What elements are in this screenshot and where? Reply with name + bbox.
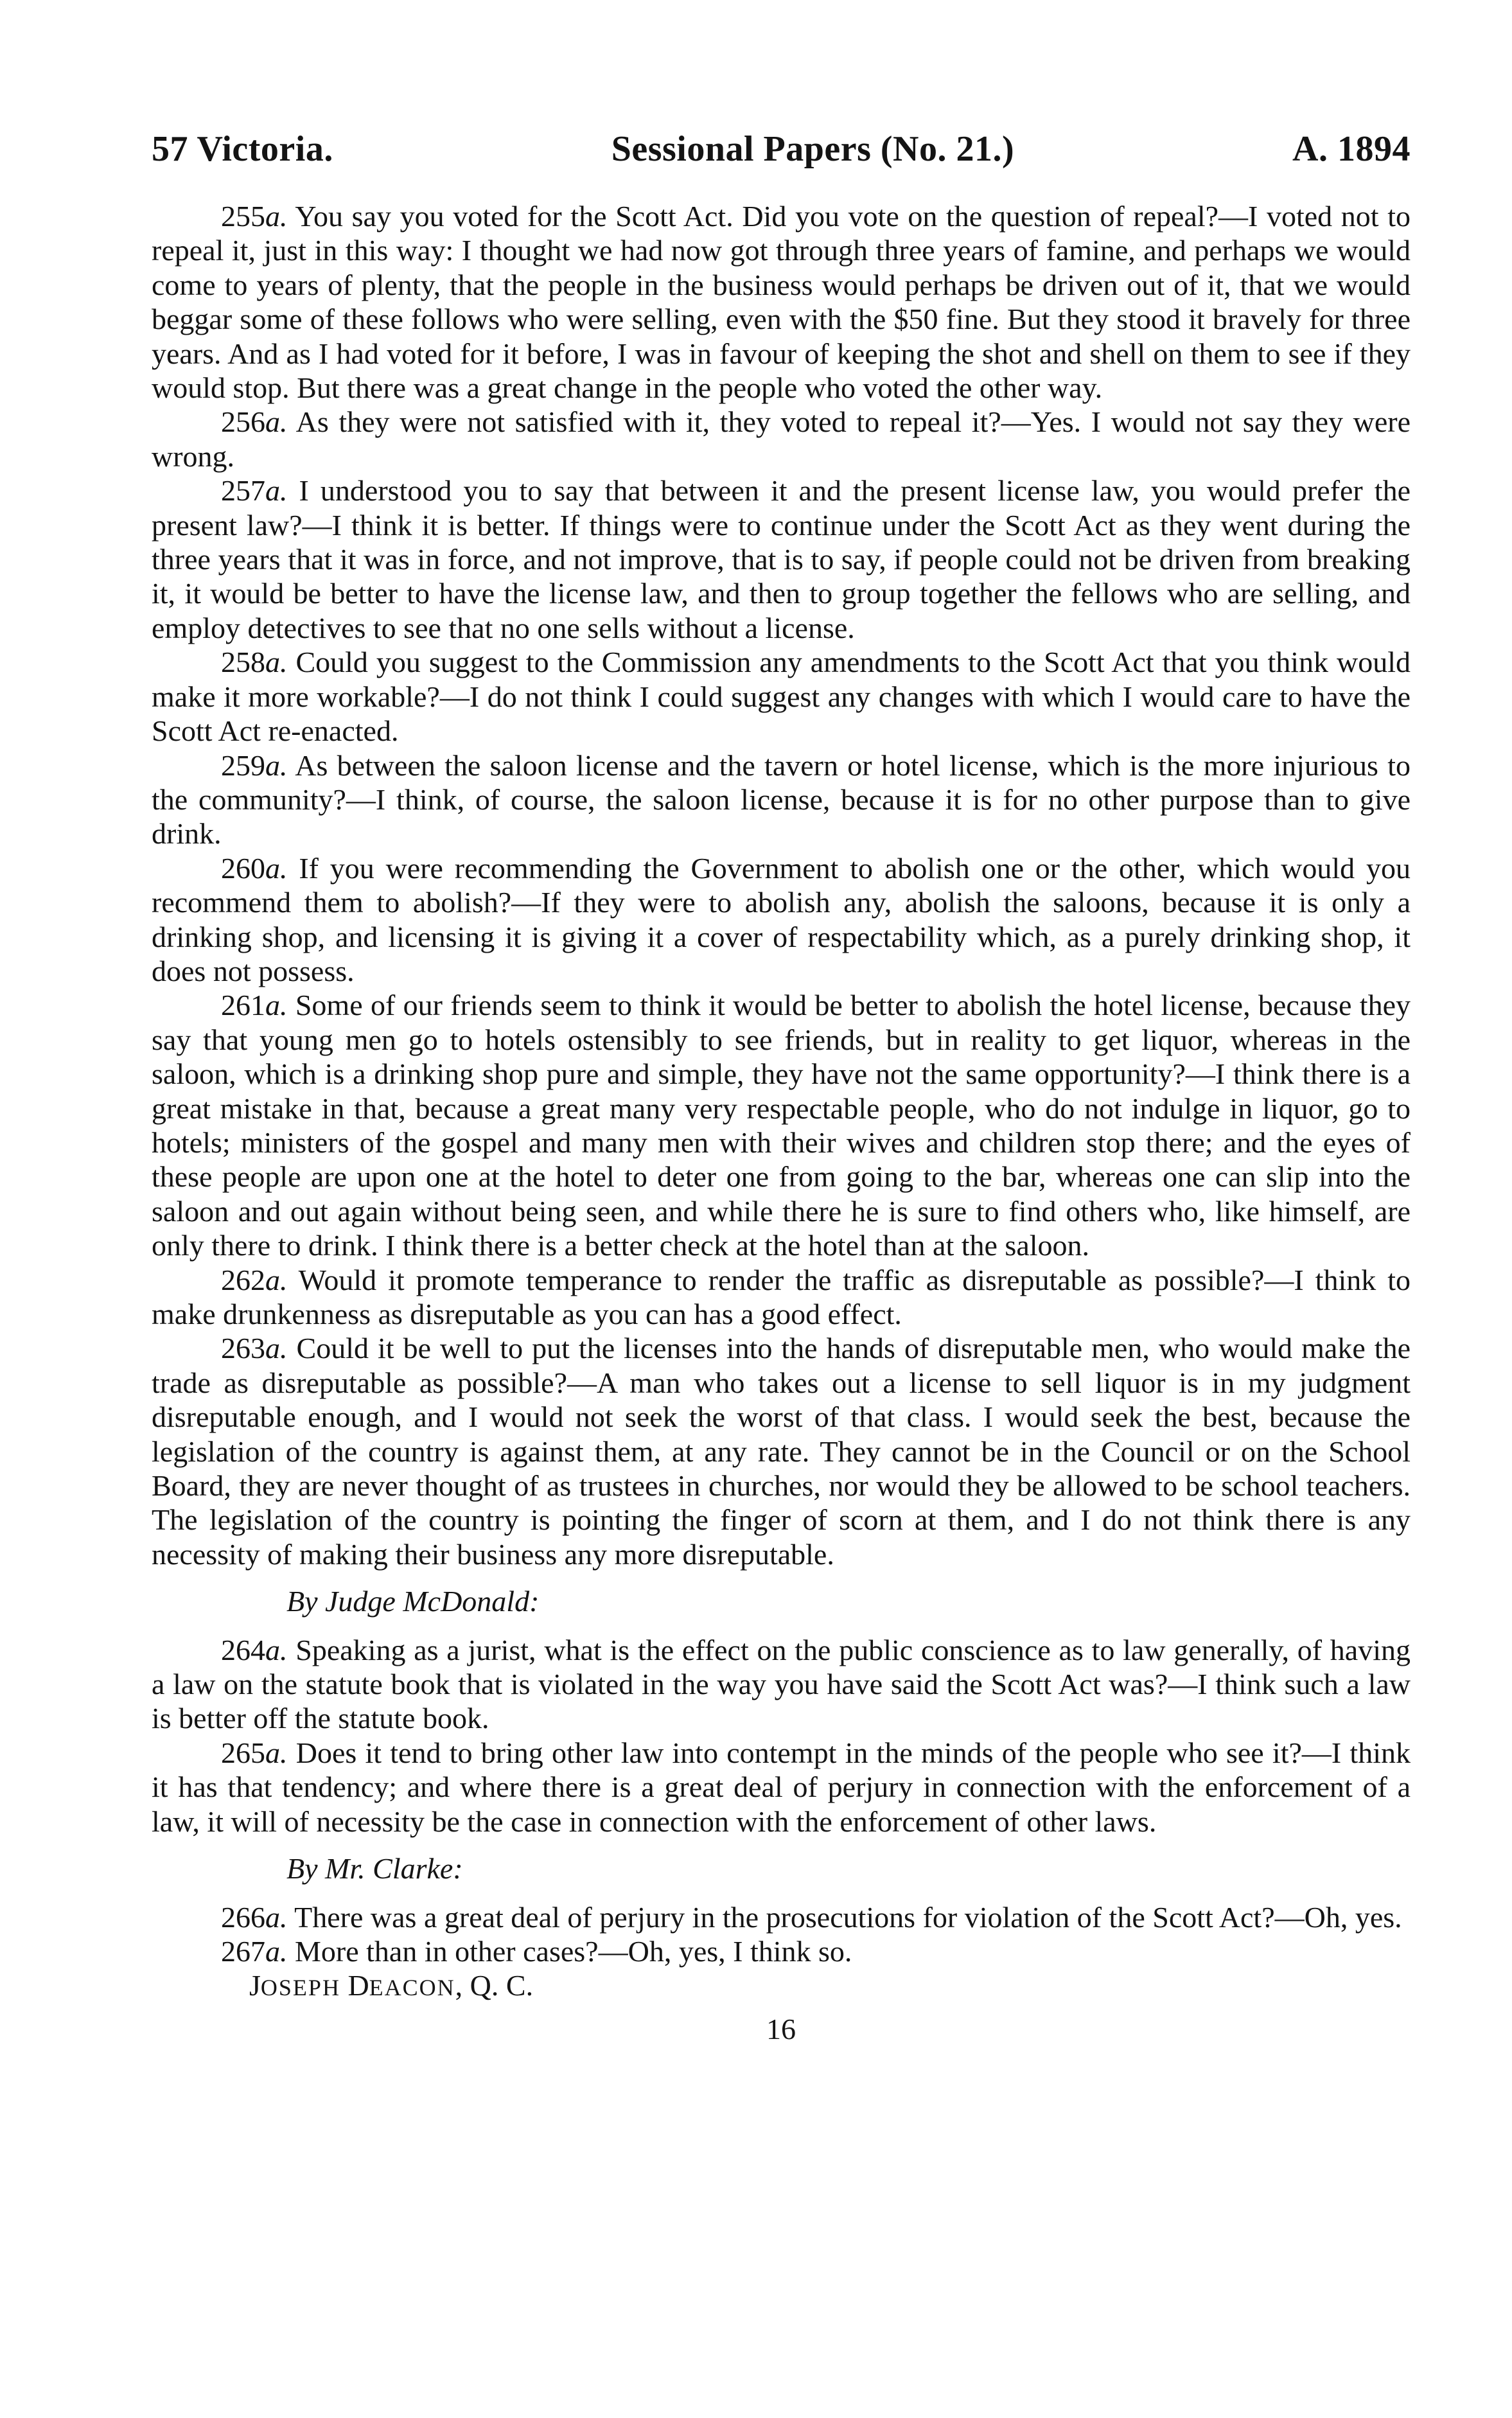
question-group-judge-mcdonald (152, 1633, 1411, 1839)
question-number (221, 646, 288, 678)
question-number (221, 1634, 288, 1666)
question-number (221, 1736, 288, 1769)
question-number (221, 749, 288, 782)
question-number-digits: 265 (221, 1736, 265, 1769)
header-year: A. 1894 (1292, 129, 1411, 169)
question-number (221, 1264, 288, 1296)
question-paragraph (152, 199, 1411, 405)
question-number-suffix: a. (265, 851, 288, 885)
question-number-digits: 264 (221, 1633, 265, 1666)
question-paragraph (152, 748, 1411, 851)
question-paragraph (152, 1331, 1411, 1571)
question-text: Could you suggest to the Commission any amendments to the Scott Act that you think would make it more workable?—I do not think I could suggest any changes with which I would care to have the Scott Act re-enacted. (152, 646, 1411, 748)
header-title: Sessional Papers (No. 21.) (611, 129, 1015, 169)
question-number-digits: 267 (221, 1934, 265, 1968)
header-session: 57 Victoria. (152, 129, 333, 169)
question-number-suffix: a. (265, 1263, 288, 1296)
question-text: As they were not satisfied with it, they voted to repeal it?—Yes. I would not say they were wrong. (152, 405, 1411, 473)
page-header (152, 128, 1411, 170)
question-number (221, 989, 288, 1021)
question-text: Does it tend to bring other law into contempt in the minds of the people who see it?—I think it has that tendency; and where there is a great deal of perjury in connection with the enforcement of a law, it will of necessity be the case in connection with the enforcement of other laws. (152, 1736, 1411, 1838)
question-number-suffix: a. (265, 748, 288, 782)
question-paragraph (152, 645, 1411, 748)
question-paragraph (152, 1900, 1411, 1934)
question-number-suffix: a. (265, 474, 288, 507)
document-body (152, 199, 1411, 2046)
question-number (221, 200, 288, 233)
witness-signature (152, 1968, 1411, 2005)
question-number-digits: 266 (221, 1900, 265, 1934)
question-number-digits: 262 (221, 1263, 265, 1296)
question-number-digits: 258 (221, 646, 265, 679)
question-number (221, 474, 288, 507)
question-paragraph (152, 1633, 1411, 1736)
signature-suffix: , Q. C. (455, 1969, 534, 2002)
question-number-suffix: a. (265, 989, 288, 1022)
question-number-digits: 257 (221, 474, 265, 507)
question-paragraph (152, 405, 1411, 473)
question-text: There was a great deal of perjury in the prosecutions for violation of the Scott Act?—Oh, yes. (287, 1900, 1402, 1934)
question-paragraph (152, 1736, 1411, 1839)
section-heading-mr-clarke: By Mr. Clarke: (286, 1852, 463, 1885)
question-number (221, 1901, 288, 1934)
question-number-suffix: a. (265, 1934, 288, 1968)
question-text: I understood you to say that between it and the present license law, you would prefer the present law?—I think it is better. If things were to continue under the Scott Act as they went during the three years that it was in force, and not improve, that is to say, if people could not be driven from breaking it, it would be better to have the license law, and then to group together the fellows who are selling, and employ detectives to see that no one sells without a license. (152, 474, 1411, 644)
question-paragraph (152, 1934, 1411, 1968)
question-text: You say you voted for the Scott Act. Did you vote on the question of repeal?—I voted not to repeal it, just in this way: I thought we had now got through three years of famine, and perhaps we would come to years of plenty, that the people in the business would perhaps be driven out of it, that we would beggar some of these follows who were selling, even with the $50 fine. But they stood it bravely for three years. And as I had voted for it before, I was in favour of keeping the shot and shell on them to see if they would stop. But there was a great change in the people who voted the other way. (152, 200, 1411, 405)
question-number-suffix: a. (265, 1332, 288, 1365)
question-text: Would it promote temperance to render the traffic as disreputable as possible?—I think to make drunkenness as disreputable as you can has a good effect. (152, 1263, 1411, 1330)
question-group-commission (152, 199, 1411, 1571)
question-paragraph (152, 988, 1411, 1262)
question-number-digits: 261 (221, 989, 265, 1022)
question-text: Speaking as a jurist, what is the effect on the public conscience as to law generally, of having a law on the statute book that is violated in the way you have said the Scott Act was?—I think such a law is better off the statute book. (152, 1633, 1411, 1735)
question-number-digits: 260 (221, 851, 265, 885)
question-number (221, 1935, 288, 1968)
question-number-suffix: a. (265, 405, 288, 439)
question-group-mr-clarke (152, 1900, 1411, 1969)
question-text: Could it be well to put the licenses into the hands of disreputable men, who would make the trade as disreputable as possible?—A man who takes out a license to sell liquor is in my judgment disreputable enough, and I would not seek the worst of that class. I would seek the best, because the legislation of the country is against them, at any rate. They cannot be in the Council or on the School Board, they are never thought of as trustees in churches, nor would they be allowed to be school teachers. The legislation of the country is pointing the finger of scorn at them, and I do not think there is any necessity of making their business any more disreputable. (152, 1332, 1411, 1571)
signature-last-initial: D (347, 1969, 369, 2002)
signature-first-rest: OSEPH (260, 1975, 340, 2001)
question-number (221, 405, 288, 438)
question-paragraph (152, 1263, 1411, 1332)
question-number-suffix: a. (265, 1736, 288, 1769)
question-text: If you were recommending the Government to abolish one or the other, which would you recommend them to abolish?—If they were to abolish any, abolish the saloons, because it is only a drinking shop, and licensing it is giving it a cover of respectability which, as a purely drinking shop, it does not possess. (152, 851, 1411, 987)
question-number-digits: 256 (221, 405, 265, 439)
question-text: More than in other cases?—Oh, yes, I think so. (287, 1934, 852, 1968)
question-number (221, 1332, 288, 1364)
question-number (221, 852, 288, 885)
question-text: As between the saloon license and the tavern or hotel license, which is the more injurious to the community?—I think, of course, the saloon license, because it is for no other purpose than to give drink. (152, 748, 1411, 851)
question-number-digits: 255 (221, 200, 265, 233)
question-number-suffix: a. (265, 1900, 288, 1934)
page-number: 16 (766, 2012, 796, 2045)
question-paragraph (152, 851, 1411, 989)
question-number-digits: 259 (221, 748, 265, 782)
question-paragraph (152, 473, 1411, 645)
signature-last-rest: EACON (369, 1975, 455, 2001)
question-text: Some of our friends seem to think it would be better to abolish the hotel license, because they say that young men go to hotels ostensibly to see friends, but in reality to get liquor, whereas in the saloon, which is a drinking shop pure and simple, they have not the same opportunity?—I think there is a great mistake in that, because a great many very respectable people, who do not indulge in liquor, go to hotels; ministers of the gospel and many men with their wives and children stop there; and the eyes of these people are upon one at the hotel to deter one from going to the bar, whereas one can slip into the saloon and out again without being seen, and while there he is sure to find others who, like himself, are only there to drink. I think there is a better check at the hotel than at the saloon. (152, 989, 1411, 1262)
section-heading-judge-mcdonald: By Judge McDonald: (286, 1585, 540, 1618)
document-page (152, 128, 1411, 2046)
question-number-suffix: a. (265, 200, 288, 233)
question-number-digits: 263 (221, 1332, 265, 1365)
question-number-suffix: a. (265, 646, 288, 679)
signature-first-initial: J (249, 1969, 261, 2002)
question-number-suffix: a. (265, 1633, 288, 1666)
